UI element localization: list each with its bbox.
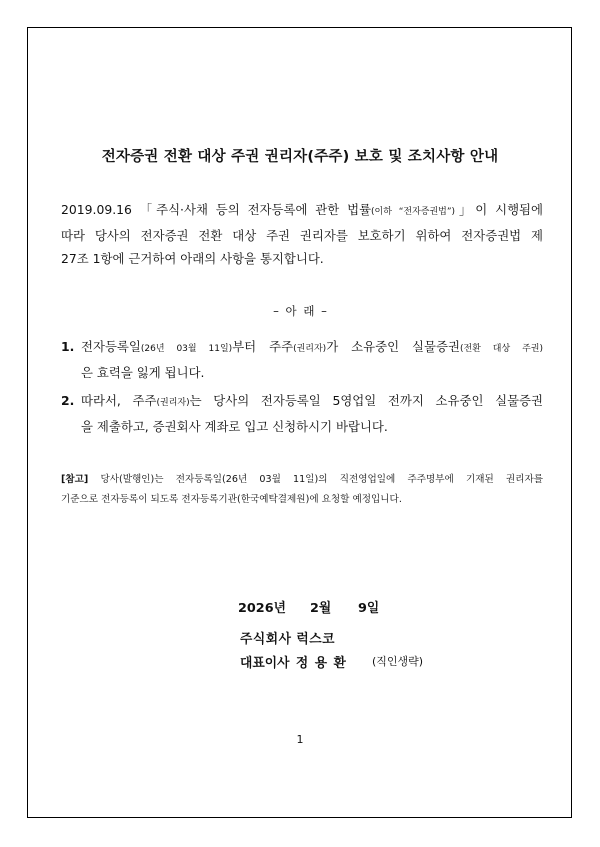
notice-item-2 xyxy=(61,389,543,438)
item-1-segment-c: 가 소유중인 실물증권 xyxy=(326,339,460,354)
item-1-date-note: (26년 03월 11일) xyxy=(140,344,233,354)
intro-line-1-main: 2019.09.16 「주식·사채 등의 전자등록에 관한 법률 xyxy=(61,202,372,217)
date-year: 2026년 xyxy=(238,601,286,616)
item-2-line-1 xyxy=(81,389,543,415)
document-title: 전자증권 전환 대상 주권 권리자(주주) 보호 및 조치사항 안내 xyxy=(101,149,499,165)
item-2-text xyxy=(81,389,543,438)
item-2-segment-b: 는 당사의 전자등록일 5영업일 전까지 소유중인 실물증권 xyxy=(189,393,543,408)
section-heading-arae: – 아 래 – xyxy=(273,304,327,318)
note-label: [참고] xyxy=(61,474,89,485)
item-2-holder-note: (권리자) xyxy=(156,398,190,408)
issue-date xyxy=(238,597,379,616)
date-month: 2월 xyxy=(310,601,332,616)
representative-name: 대표이사 정 용 환 xyxy=(240,656,346,671)
intro-line-2: 따라 당사의 전자증권 전환 대상 주권 권리자를 보호하기 위하여 전자증권법 제 xyxy=(61,228,543,243)
item-2-line-2: 을 제출하고, 증권회사 계좌로 입고 신청하시기 바랍니다. xyxy=(81,419,388,434)
item-1-target-note: (전환 대상 주권) xyxy=(459,344,543,354)
date-day: 9일 xyxy=(358,601,380,616)
reference-note xyxy=(61,470,543,510)
note-line-1-text: 당사(발행인)는 전자등록일(26년 03월 11일)의 직전영업일에 주주명부에 기재된 권리자를 xyxy=(88,474,543,485)
page-number: 1 xyxy=(296,733,304,746)
seal-omitted-note: (직인생략) xyxy=(372,655,424,668)
note-line-2: 기준으로 전자등록이 되도록 전자등록기관(한국예탁결제원)에 요청할 예정입니다. xyxy=(61,494,402,505)
item-1-line-1 xyxy=(81,335,543,361)
intro-paragraph xyxy=(61,198,543,270)
item-1-text xyxy=(81,335,543,384)
intro-line-1-abbrev: (이하 “전자증권법”) xyxy=(371,207,456,217)
intro-line-1 xyxy=(61,198,543,224)
item-1-segment-a: 전자등록일 xyxy=(81,339,141,354)
item-1-holder-note: (권리자) xyxy=(293,344,327,354)
note-line-1 xyxy=(61,470,543,490)
item-1-line-2: 은 효력을 잃게 됩니다. xyxy=(81,365,205,380)
intro-line-3: 27조 1항에 근거하여 아래의 사항을 통지합니다. xyxy=(61,251,324,266)
item-2-number: 2. xyxy=(61,393,75,408)
notice-item-1 xyxy=(61,335,543,384)
item-1-segment-b: 부터 주주 xyxy=(232,339,294,354)
item-1-number: 1. xyxy=(61,339,75,354)
item-2-segment-a: 따라서, 주주 xyxy=(81,393,157,408)
company-name: 주식회사 럭스코 xyxy=(240,632,335,647)
intro-line-1-end: 」이 시행됨에 xyxy=(455,202,543,217)
